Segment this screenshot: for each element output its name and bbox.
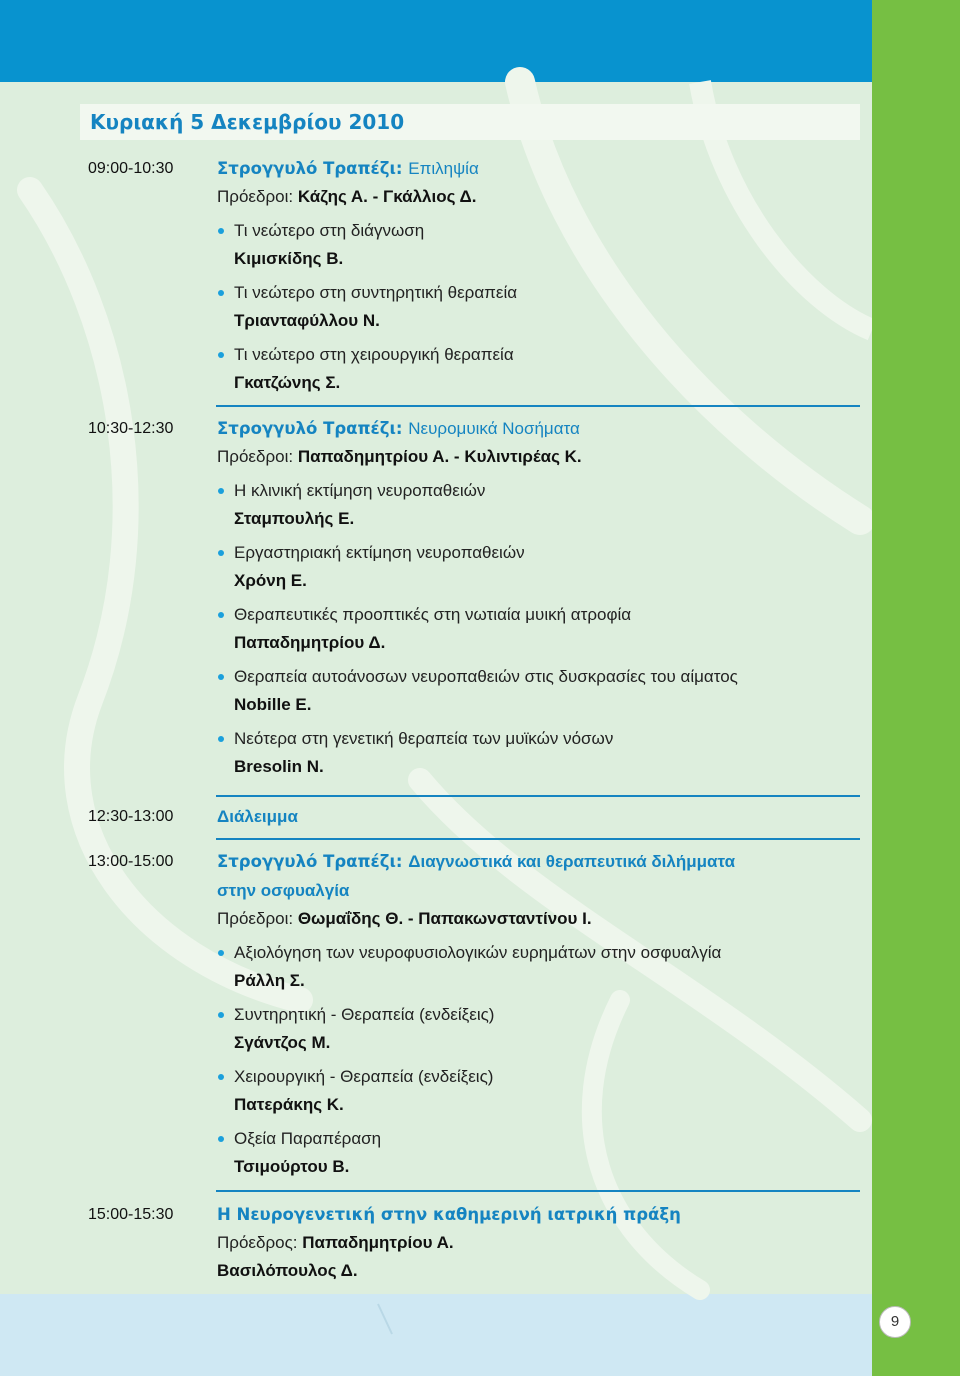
talk-title: Θεραπεία αυτοάνοσων νευροπαθειών στις δυσκρασίες του αίματος [234,667,738,686]
session-time: 13:00-15:00 [88,853,174,870]
bullet-icon [218,290,224,296]
session-chairs: Πρόεδρος: Παπαδημητρίου Α. [217,1233,454,1252]
session-speaker: Βασιλόπουλος Δ. [217,1261,358,1280]
talk-speaker: Τριανταφύλλου Ν. [234,311,380,330]
bullet-icon [218,1012,224,1018]
talk-title: Νεότερα στη γενετική θεραπεία των μυϊκών νόσων [234,729,614,748]
bullet-icon [218,736,224,742]
talk-title: Η κλινική εκτίμηση νευροπαθειών [234,481,486,500]
talk-title: Τι νεώτερο στη συντηρητική θεραπεία [234,283,518,302]
talk-title: Οξεία Παραπέραση [234,1129,382,1148]
bullet-icon [218,950,224,956]
session-chairs: Πρόεδροι: Θωμαΐδης Θ. - Παπακωνσταντίνου Ι. [217,909,592,928]
section-divider [216,405,860,407]
session-title [217,847,857,876]
session-time: 15:00-15:30 [88,1206,174,1223]
talk-speaker: Πατεράκης Κ. [234,1095,344,1114]
talk-item [217,477,857,533]
session-topic: Διαγνωστικά και θεραπευτικά διλήμματα [408,852,736,871]
talk-item [217,539,857,595]
bullet-icon [218,228,224,234]
talk-speaker: Ράλλη Σ. [234,971,305,990]
talk-item [217,279,857,335]
talk-title: Θεραπευτικές προοπτικές στη νωτιαία μυική ατροφία [234,605,632,624]
section-divider [216,838,860,840]
talk-item [217,1125,857,1181]
talk-speaker: Σγάντζος Μ. [234,1033,331,1052]
talk-speaker: Παπαδημητρίου Δ. [234,633,386,652]
side-color-band [872,0,960,1376]
session-chairs: Πρόεδροι: Παπαδημητρίου Α. - Κυλιντιρέας Κ. [217,447,582,466]
talk-title: Συντηρητική - Θεραπεία (ενδείξεις) [234,1005,495,1024]
session-title [217,414,857,443]
day-header [80,104,860,140]
talk-title: Χειρουργική - Θεραπεία (ενδείξεις) [234,1067,494,1086]
bullet-icon [218,674,224,680]
bullet-icon [218,612,224,618]
session-topic: Νευρομυικά Νοσήματα [408,419,580,438]
talk-item [217,939,857,995]
talk-speaker: Σταμπουλής Ε. [234,509,355,528]
page-number: 9 [879,1306,911,1338]
talk-speaker: Bresolin N. [234,757,324,776]
session-label: Στρογγυλό Τραπέζι: [217,159,403,178]
session-label: Στρογγυλό Τραπέζι: [217,419,403,438]
bullet-icon [218,1136,224,1142]
talk-title: Τι νεώτερο στη χειρουργική θεραπεία [234,345,514,364]
talk-item [217,1063,857,1119]
talk-item [217,725,857,781]
talk-speaker: Γκατζώνης Σ. [234,373,341,392]
talk-item [217,663,857,719]
talk-title: Αξιολόγηση των νευροφυσιολογικών ευρημάτων στην οσφυαλγία [234,943,722,962]
session-title [217,154,857,183]
session-topic: Επιληψία [408,159,479,178]
session-time: 10:30-12:30 [88,420,174,437]
talk-item [217,1001,857,1057]
session-time: 12:30-13:00 [88,808,174,825]
talk-item [217,217,857,273]
session-chairs: Πρόεδροι: Κάζης Α. - Γκάλλιος Δ. [217,187,477,206]
bullet-icon [218,488,224,494]
talk-item [217,341,857,397]
bullet-icon [218,352,224,358]
session-title: Η Νευρογενετική στην καθημερινή ιατρική πράξη [217,1205,681,1224]
talk-title: Τι νεώτερο στη διάγνωση [234,221,425,240]
bullet-icon [218,550,224,556]
section-divider [216,1190,860,1192]
break-title: Διάλειμμα [217,807,298,826]
talk-item [217,601,857,657]
talk-speaker: Τσιμούρτου Β. [234,1157,350,1176]
bullet-icon [218,1074,224,1080]
session-label: Στρογγυλό Τραπέζι: [217,852,403,871]
session-title-continued: στην οσφυαλγία [217,881,350,900]
session-time: 09:00-10:30 [88,160,174,177]
section-divider [216,795,860,797]
day-title: Κυριακή 5 Δεκεμβρίου 2010 [90,110,405,134]
talk-speaker: Χρόνη Ε. [234,571,307,590]
talk-speaker: Nobille E. [234,695,312,714]
talk-speaker: Κιμισκίδης Β. [234,249,344,268]
talk-title: Εργαστηριακή εκτίμηση νευροπαθειών [234,543,525,562]
